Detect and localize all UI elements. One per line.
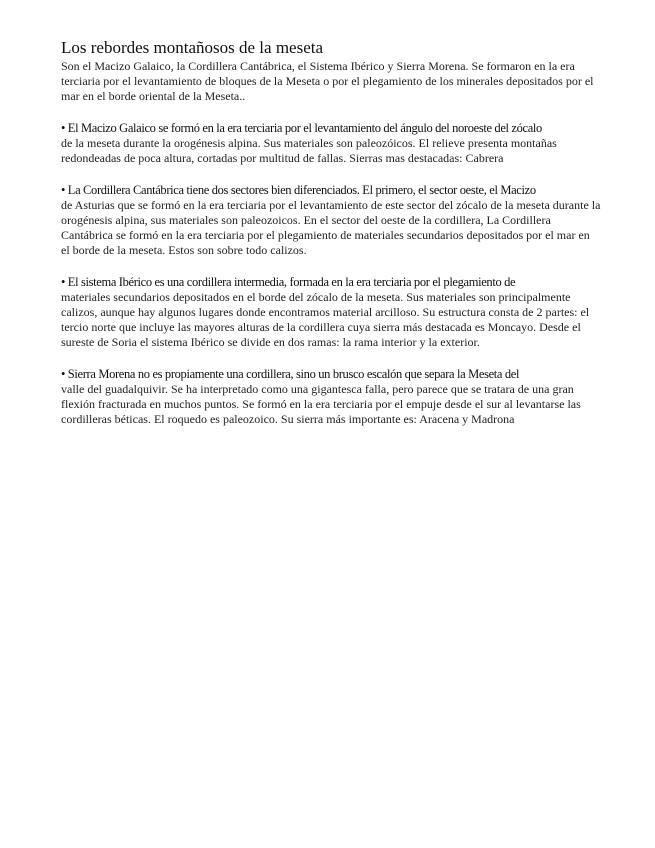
section-cordillera-cantabrica bbox=[61, 183, 601, 258]
intro-paragraph: Son el Macizo Galaico, la Cordillera Cantábrica, el Sistema Ibérico y Sierra Morena. Se formaron en la era terciaria por el levantamiento de bloques de la Meseta o por el plegamiento de los minerales depositados por el mar en el borde oriental de la Meseta.. bbox=[61, 59, 594, 103]
section-paragraph bbox=[61, 367, 601, 427]
section-paragraph bbox=[61, 121, 601, 166]
document-page bbox=[61, 38, 601, 427]
section-lead: • El sistema Ibérico es una cordillera intermedia, formada en la era terciaria por el plegamiento de bbox=[61, 275, 516, 289]
section-body: de Asturias que se formó en la era terciaria por el levantamiento de este sector del zócalo de la meseta durante la orogénesis alpina, sus materiales son paleozoicos. En el sector del oeste de la cordillera, La Cordillera Cantábrica se formó en la era terciaria por el plegamiento de materiales secundarios depositados por el mar en el borde de la meseta. Estos son sobre todo calizos. bbox=[61, 198, 601, 257]
section-body: valle del guadalquivir. Se ha interpretado como una gigantesca falla, pero parece que se tratara de una gran flexión fracturada en muchos puntos. Se formó en la era terciaria por el empuje desde el sur al levantarse las cordilleras béticas. El roquedo es paleozoico. Su sierra más importante es: Aracena y Madrona bbox=[61, 382, 581, 426]
section-paragraph bbox=[61, 275, 601, 350]
section-lead: • El Macizo Galaico se formó en la era terciaria por el levantamiento del ángulo del noroeste del zócalo bbox=[61, 121, 542, 135]
section-macizo-galaico bbox=[61, 121, 601, 166]
section-lead: • Sierra Morena no es propiamente una cordillera, sino un brusco escalón que separa la Meseta del bbox=[61, 367, 520, 381]
section-sistema-iberico bbox=[61, 275, 601, 350]
section-paragraph bbox=[61, 183, 601, 258]
section-body: materiales secundarios depositados en el borde del zócalo de la meseta. Sus materiales son principalmente calizos, aunque hay algunos lugares donde encontramos material arcilloso. Su estructura consta de 2 partes: el tercio norte que incluye las mayores alturas de la cordillera cuya sierra más destacada es Moncayo. Desde el sureste de Soria el sistema Ibérico se divide en dos ramas: la rama interior y la exterior. bbox=[61, 290, 590, 349]
section-body: de la meseta durante la orogénesis alpina. Sus materiales son paleozóicos. El relieve presenta montañas redondeadas de poca altura, cortadas por multitud de fallas. Sierras mas destacadas: Cabrera bbox=[61, 136, 557, 165]
section-lead: • La Cordillera Cantábrica tiene dos sectores bien diferenciados. El primero, el sector oeste, el Macizo bbox=[61, 183, 536, 197]
page-title: Los rebordes montañosos de la meseta bbox=[61, 38, 324, 57]
section-sierra-morena bbox=[61, 367, 601, 427]
